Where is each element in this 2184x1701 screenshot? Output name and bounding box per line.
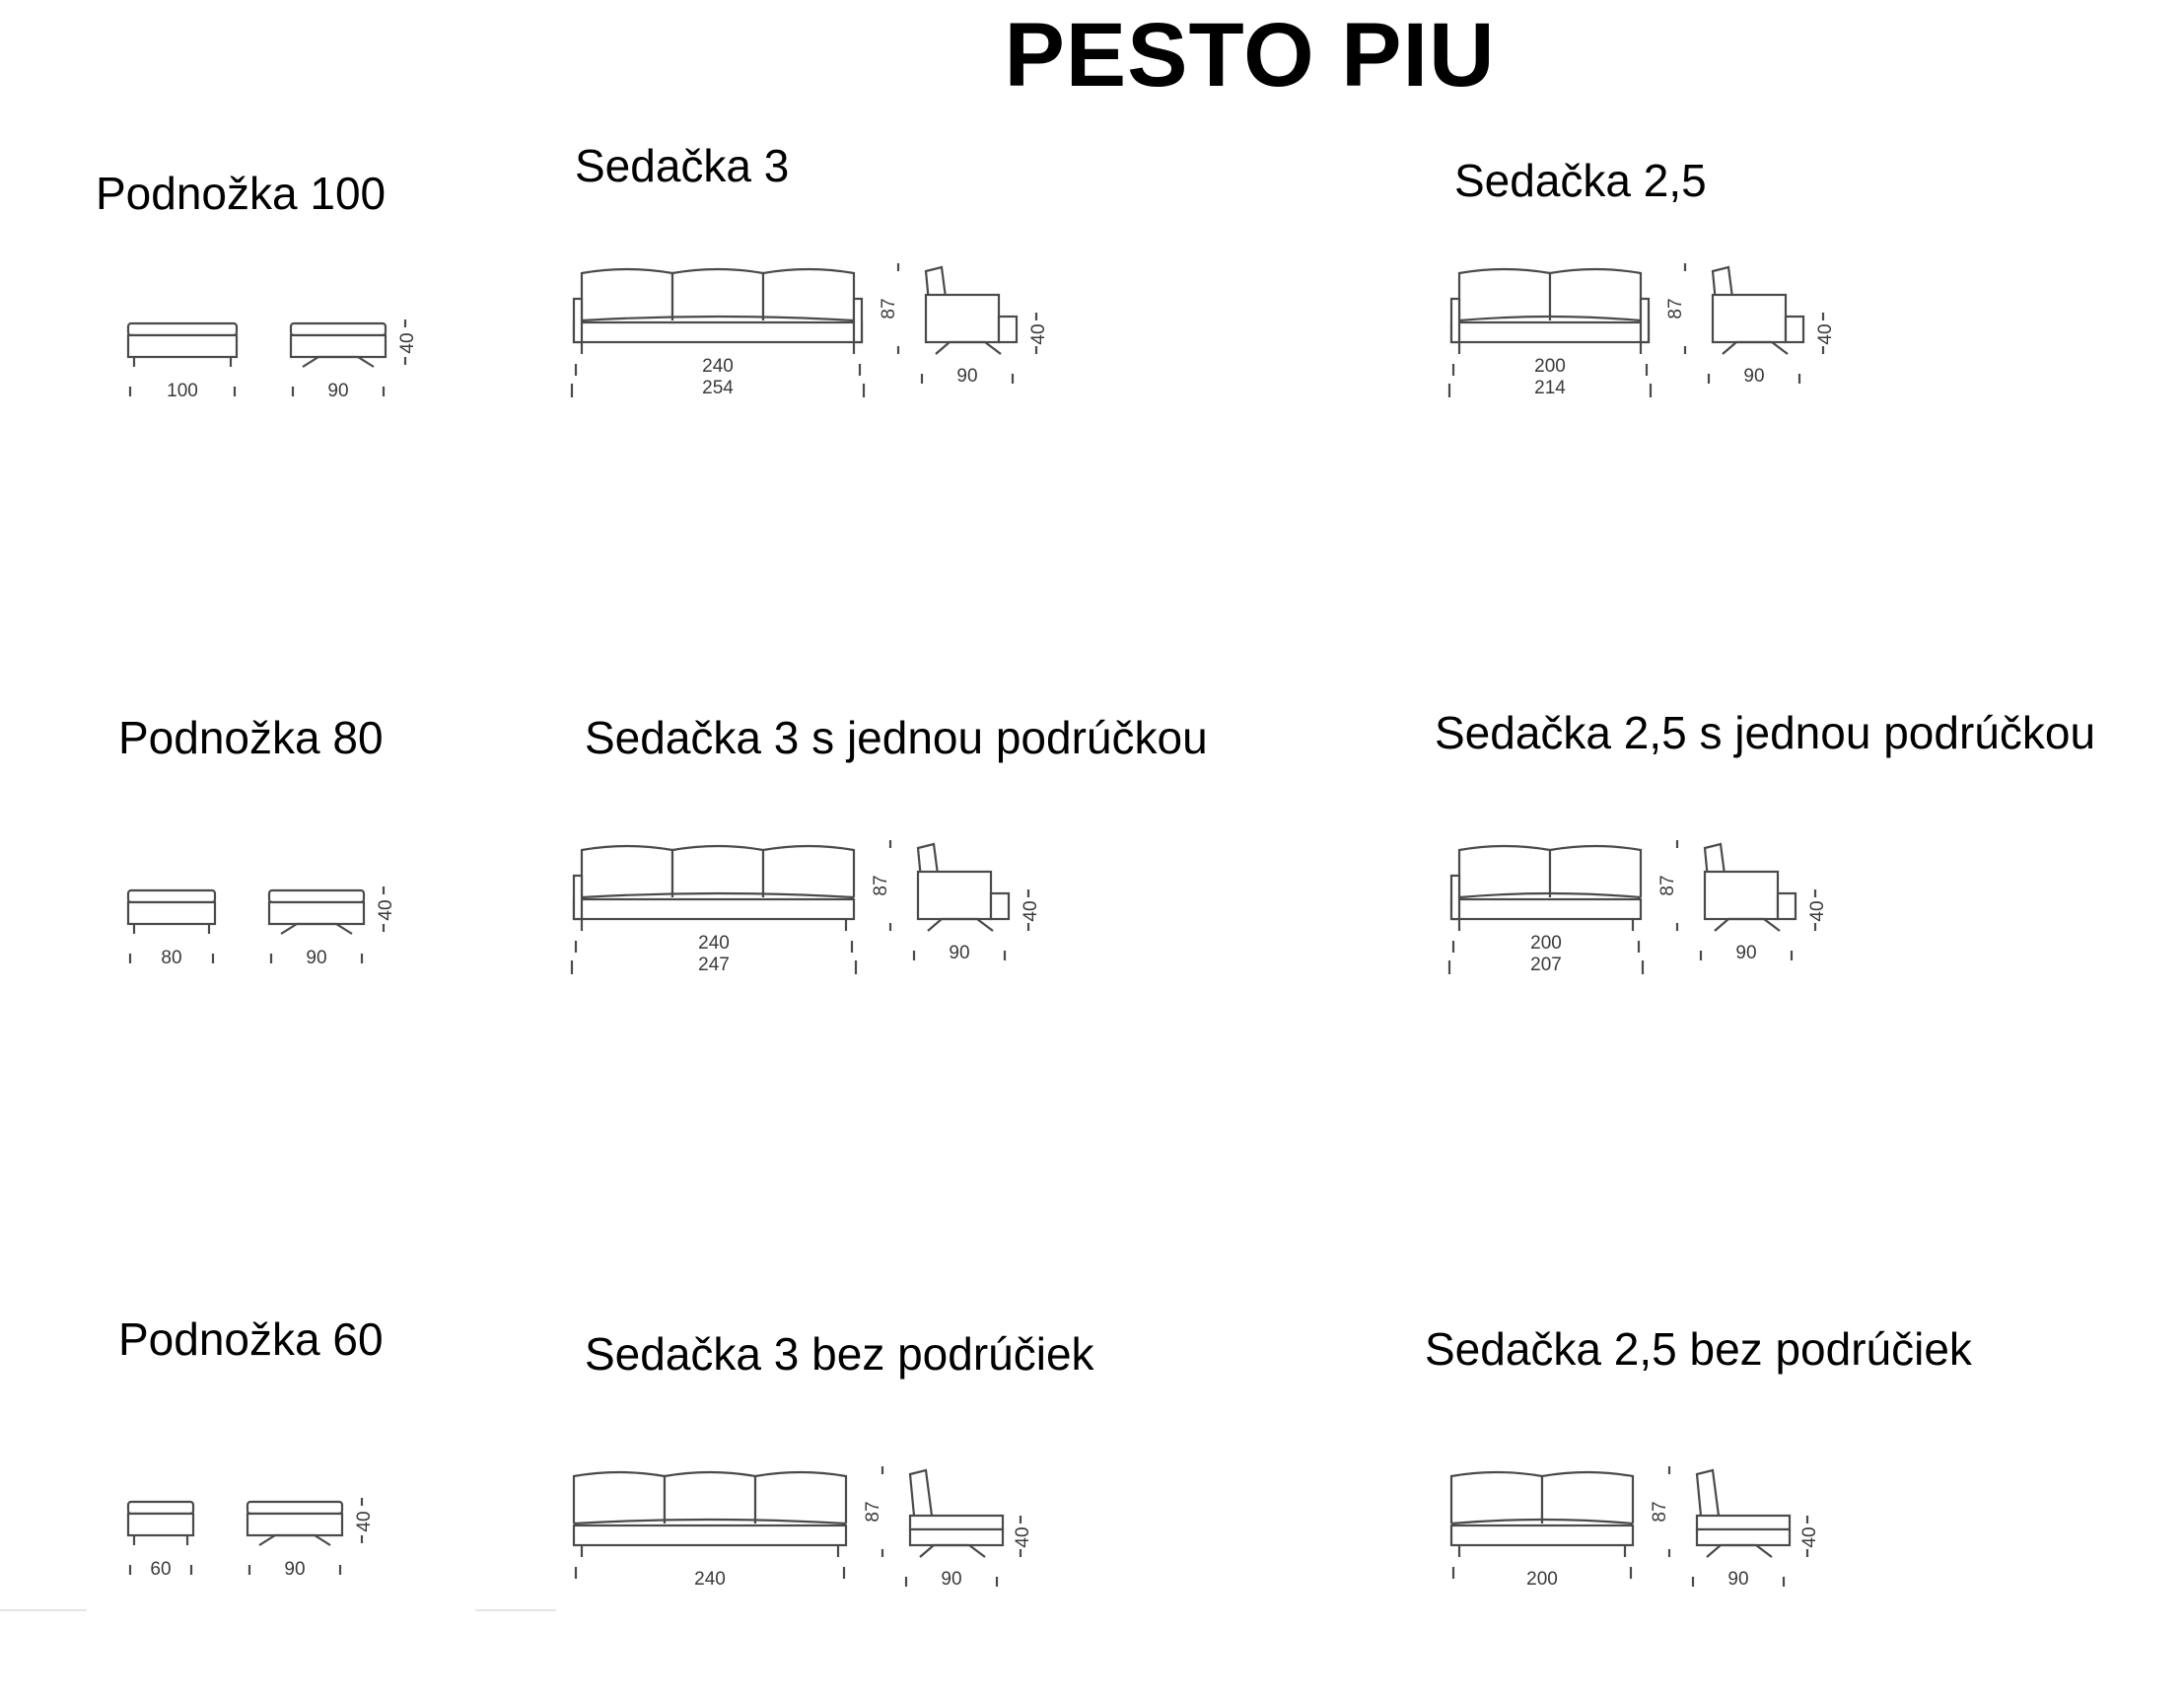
dimension-height-label: 40	[376, 899, 396, 921]
sofa-armrest	[574, 876, 582, 919]
dimension-height-label: 87	[1650, 1501, 1670, 1523]
sofa-back-cushion	[672, 846, 763, 897]
sofa-back-cushion	[1459, 269, 1550, 320]
dimension-seat-height-label: 40	[1815, 323, 1836, 345]
dimension-height-label: 87	[879, 298, 899, 319]
sofa-side-seat	[1697, 1516, 1790, 1529]
sofa-back-cushion	[1451, 1472, 1542, 1524]
sofa-side-leg	[1707, 1545, 1772, 1557]
ottoman-base	[128, 1514, 193, 1535]
sofa-back-cushion	[1550, 846, 1641, 897]
item-label-podnozka-100: Podnožka 100	[96, 168, 387, 219]
dimension-depth-label: 90	[949, 943, 970, 963]
ottoman-side-leg	[259, 1535, 330, 1545]
dimension-width-label: 200	[1526, 1569, 1558, 1590]
sofa-side-seat-front	[999, 317, 1017, 342]
ottoman-cushion	[128, 890, 215, 902]
sofa-drawing	[1440, 251, 1913, 424]
sofa-back-cushion	[755, 1472, 846, 1524]
dimension-overall-width-label: 214	[1534, 378, 1566, 398]
sofa-armrest	[1451, 299, 1459, 342]
ottoman-side-base	[269, 902, 364, 924]
sofa-base	[1451, 1525, 1633, 1545]
sofa-armrest	[574, 299, 582, 342]
sofa-base	[574, 1525, 846, 1545]
sofa-back-cushion	[672, 269, 763, 320]
dimension-seat-height-label: 40	[1807, 900, 1828, 922]
item-label-sedacka-3-no-arm: Sedačka 3 bez podrúčiek	[585, 1328, 1094, 1380]
sofa-side-base	[910, 1529, 1003, 1545]
item-label-podnozka-80: Podnožka 80	[118, 712, 384, 763]
sofa-armrest	[854, 299, 862, 342]
dimension-depth-label: 90	[284, 1559, 306, 1580]
sofa-side-back-cushion	[910, 1470, 932, 1516]
sofa-back-cushion	[1542, 1472, 1633, 1524]
sofa-side-leg	[936, 342, 1001, 354]
sofa-side-seat	[910, 1516, 1003, 1529]
dimension-height-label: 87	[1657, 875, 1678, 896]
dimension-depth-label: 90	[1727, 1569, 1749, 1590]
dimension-width-label: 80	[161, 948, 182, 968]
sofa-side-leg	[1715, 919, 1780, 931]
dimension-depth-label: 90	[1735, 943, 1757, 963]
dimension-depth-label: 90	[956, 366, 978, 387]
sofa-back-cushion	[665, 1472, 755, 1524]
dimension-depth-label: 90	[327, 381, 349, 401]
dimension-seat-height-label: 40	[1021, 900, 1041, 922]
divider-line	[0, 1609, 87, 1611]
dimension-width-label: 100	[167, 381, 198, 401]
item-label-podnozka-60: Podnožka 60	[118, 1313, 384, 1365]
ottoman-drawing	[118, 306, 434, 414]
ottoman-side-cushion	[247, 1502, 342, 1514]
dimension-depth-label: 90	[1743, 366, 1765, 387]
ottoman-drawing	[118, 873, 434, 981]
dimension-height-label: 87	[871, 875, 891, 896]
dimension-depth-label: 90	[306, 948, 327, 968]
sofa-side-base	[1697, 1529, 1790, 1545]
ottoman-side-leg	[281, 924, 352, 934]
sofa-side-arm	[1705, 872, 1778, 919]
ottoman-base	[128, 902, 215, 924]
sofa-drawing	[1440, 828, 1913, 1001]
ottoman-side-cushion	[269, 890, 364, 902]
sofa-side-leg	[928, 919, 993, 931]
ottoman-cushion	[128, 323, 237, 335]
sofa-back-cushion	[582, 846, 672, 897]
sofa-back-cushion	[1550, 269, 1641, 320]
ottoman-base	[128, 335, 237, 357]
dimension-width-label: 200	[1534, 356, 1566, 377]
ottoman-side-base	[291, 335, 386, 357]
sofa-back-cushion	[574, 1472, 665, 1524]
dimension-seat-height-label: 40	[1799, 1526, 1820, 1548]
item-label-sedacka-25-no-arm: Sedačka 2,5 bez podrúčiek	[1425, 1323, 1972, 1375]
page-title: PESTO PIU	[1004, 5, 1496, 106]
ottoman-cushion	[128, 1502, 193, 1514]
dimension-height-label: 87	[863, 1501, 883, 1523]
sofa-drawing	[1440, 1454, 1913, 1627]
dimension-height-label: 87	[1665, 298, 1686, 319]
dimension-width-label: 60	[150, 1559, 172, 1580]
dimension-seat-height-label: 40	[1028, 323, 1049, 345]
divider-line	[475, 1609, 556, 1611]
sofa-armrest	[1451, 876, 1459, 919]
ottoman-side-cushion	[291, 323, 386, 335]
sofa-back-cushion	[582, 269, 672, 320]
dimension-width-label: 240	[702, 356, 734, 377]
dimension-height-label: 40	[397, 332, 418, 354]
sofa-side-leg	[920, 1545, 985, 1557]
sofa-side-arm	[926, 295, 999, 342]
sofa-back-cushion	[763, 846, 854, 897]
ottoman-side-leg	[303, 357, 374, 367]
sofa-side-seat-front	[1786, 317, 1803, 342]
sofa-side-arm	[918, 872, 991, 919]
item-label-sedacka-25-one-arm: Sedačka 2,5 s jednou podrúčkou	[1435, 707, 2096, 758]
dimension-width-label: 240	[698, 933, 730, 954]
sofa-base	[1451, 322, 1649, 342]
sofa-side-arm	[1713, 295, 1786, 342]
ottoman-side-base	[247, 1514, 342, 1535]
dimension-width-label: 240	[694, 1569, 726, 1590]
item-label-sedacka-25: Sedačka 2,5	[1454, 155, 1707, 206]
sofa-drawing	[562, 1454, 1075, 1627]
sofa-side-back-cushion	[1697, 1470, 1719, 1516]
sofa-drawing	[562, 828, 1075, 1001]
sofa-base	[574, 899, 854, 919]
dimension-depth-label: 90	[941, 1569, 962, 1590]
dimension-overall-width-label: 254	[702, 378, 734, 398]
sofa-base	[574, 322, 862, 342]
sofa-back-cushion	[1459, 846, 1550, 897]
ottoman-drawing	[118, 1484, 434, 1593]
dimension-seat-height-label: 40	[1013, 1526, 1033, 1548]
sofa-side-leg	[1723, 342, 1788, 354]
sofa-side-seat-front	[1778, 893, 1796, 919]
sofa-drawing	[562, 251, 1075, 424]
sofa-back-cushion	[763, 269, 854, 320]
item-label-sedacka-3-one-arm: Sedačka 3 s jednou podrúčkou	[585, 712, 1208, 763]
dimension-width-label: 200	[1530, 933, 1562, 954]
item-label-sedacka-3: Sedačka 3	[575, 140, 790, 191]
dimension-height-label: 40	[354, 1511, 375, 1532]
sofa-armrest	[1641, 299, 1649, 342]
dimension-overall-width-label: 247	[698, 955, 730, 975]
dimension-overall-width-label: 207	[1530, 955, 1562, 975]
sofa-base	[1451, 899, 1641, 919]
sofa-side-seat-front	[991, 893, 1009, 919]
